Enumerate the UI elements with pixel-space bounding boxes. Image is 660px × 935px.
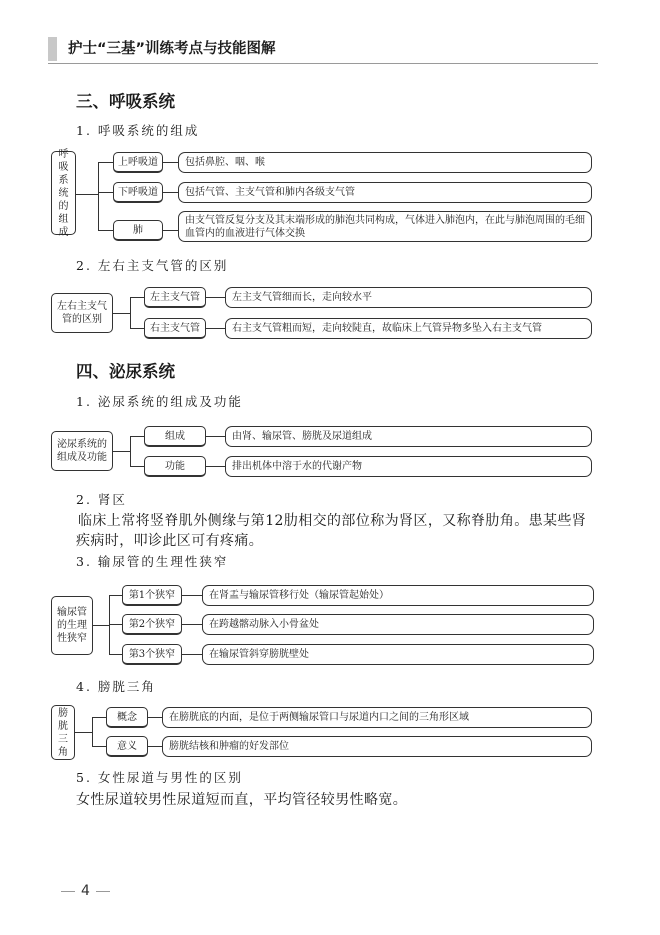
connector	[182, 595, 202, 596]
section-4-4-title: 4. 膀胱三角	[76, 679, 156, 694]
connector	[109, 595, 122, 596]
diagram-description: 由支气管反复分支及其末端形成的肺泡共同构成，气体进入肺泡内，在此与肺泡周围的毛细血管内的血液进行气体交换	[178, 211, 592, 242]
connector	[109, 654, 122, 655]
section-4-title: 四、泌尿系统	[76, 362, 175, 381]
connector	[206, 436, 225, 437]
connector	[98, 230, 113, 231]
diagram-root-box: 泌尿系统的组成及功能	[51, 431, 113, 471]
connector	[92, 717, 106, 718]
connector	[130, 328, 144, 329]
section-4-2-title: 2. 肾区	[76, 492, 127, 507]
diagram-node: 功能	[144, 456, 206, 477]
connector	[163, 162, 178, 163]
header-title: 护士“三基”训练考点与技能图解	[68, 41, 276, 57]
connector	[98, 192, 113, 193]
connector	[148, 717, 162, 718]
section-4-5-title: 5. 女性尿道与男性的区别	[76, 770, 243, 785]
diagram-node: 下呼吸道	[113, 182, 163, 203]
diagram-node: 概念	[106, 707, 148, 728]
connector	[93, 625, 109, 626]
diagram-node: 第1个狭窄	[122, 585, 182, 606]
diagram-root-box: 输尿管的生理性狭窄	[51, 596, 93, 655]
section-3-2-title: 2. 左右主支气管的区别	[76, 258, 229, 273]
connector	[98, 162, 99, 230]
urethra-difference-text: 女性尿道较男性尿道短而直，平均管径较男性略宽。	[76, 792, 408, 808]
header-accent-bar	[48, 37, 57, 61]
connector	[92, 717, 93, 746]
connector	[75, 732, 92, 733]
connector	[113, 451, 130, 452]
diagram-description: 排出机体中溶于水的代谢产物	[225, 456, 592, 477]
diagram-root-box: 膀胱三角	[51, 705, 75, 760]
connector	[130, 297, 144, 298]
page-footer	[55, 882, 116, 900]
diagram-root-box: 左右主支气管的区别	[51, 293, 113, 333]
diagram-root-box: 呼吸系统的组成	[51, 151, 76, 235]
footer-dash-left	[61, 891, 75, 892]
diagram-node: 第3个狭窄	[122, 644, 182, 665]
connector	[206, 297, 225, 298]
renal-area-text: 临床上常将竖脊肌外侧缘与第12肋相交的部位称为肾区，又称脊肋角。患某些肾疾病时，叩诊此区可有疼痛。	[76, 513, 587, 549]
connector	[148, 746, 162, 747]
connector	[76, 194, 98, 195]
header-rule	[48, 63, 598, 64]
connector	[113, 313, 130, 314]
footer-dash-right	[96, 891, 110, 892]
connector	[182, 654, 202, 655]
diagram-description: 右主支气管粗而短，走向较陡直，故临床上气管异物多坠入右主支气管	[225, 318, 592, 339]
page-number: 4	[81, 883, 90, 899]
connector	[130, 297, 131, 329]
section-4-1-title: 1. 泌尿系统的组成及功能	[76, 394, 243, 409]
running-header	[48, 37, 598, 61]
section-4-3-title: 3. 输尿管的生理性狭窄	[76, 554, 229, 569]
section-3-title: 三、呼吸系统	[76, 92, 175, 111]
diagram-description: 由肾、输尿管、膀胱及尿道组成	[225, 426, 592, 447]
diagram-description: 膀胱结核和肿瘤的好发部位	[162, 736, 592, 757]
connector	[163, 230, 178, 231]
diagram-node: 肺	[113, 220, 163, 241]
section-3-1-title: 1. 呼吸系统的组成	[76, 123, 200, 138]
diagram-description: 在膀胱底的内面，是位于两侧输尿管口与尿道内口之间的三角形区域	[162, 707, 592, 728]
connector	[206, 328, 225, 329]
connector	[92, 746, 106, 747]
diagram-description: 包括鼻腔、咽、喉	[178, 152, 592, 173]
diagram-node: 上呼吸道	[113, 152, 163, 173]
connector	[98, 162, 113, 163]
connector	[109, 624, 122, 625]
diagram-description: 在跨越髂动脉入小骨盆处	[202, 614, 594, 635]
diagram-description: 在肾盂与输尿管移行处（输尿管起始处）	[202, 585, 594, 606]
diagram-description: 包括气管、主支气管和肺内各级支气管	[178, 182, 592, 203]
diagram-node: 左主支气管	[144, 287, 206, 308]
diagram-node: 第2个狭窄	[122, 614, 182, 635]
diagram-description: 左主支气管细而长，走向较水平	[225, 287, 592, 308]
diagram-node: 右主支气管	[144, 318, 206, 339]
connector	[130, 436, 131, 467]
connector	[182, 624, 202, 625]
diagram-node: 意义	[106, 736, 148, 757]
connector	[206, 466, 225, 467]
connector	[130, 436, 144, 437]
connector	[130, 466, 144, 467]
diagram-description: 在输尿管斜穿膀胱壁处	[202, 644, 594, 665]
diagram-node: 组成	[144, 426, 206, 447]
connector	[163, 192, 178, 193]
